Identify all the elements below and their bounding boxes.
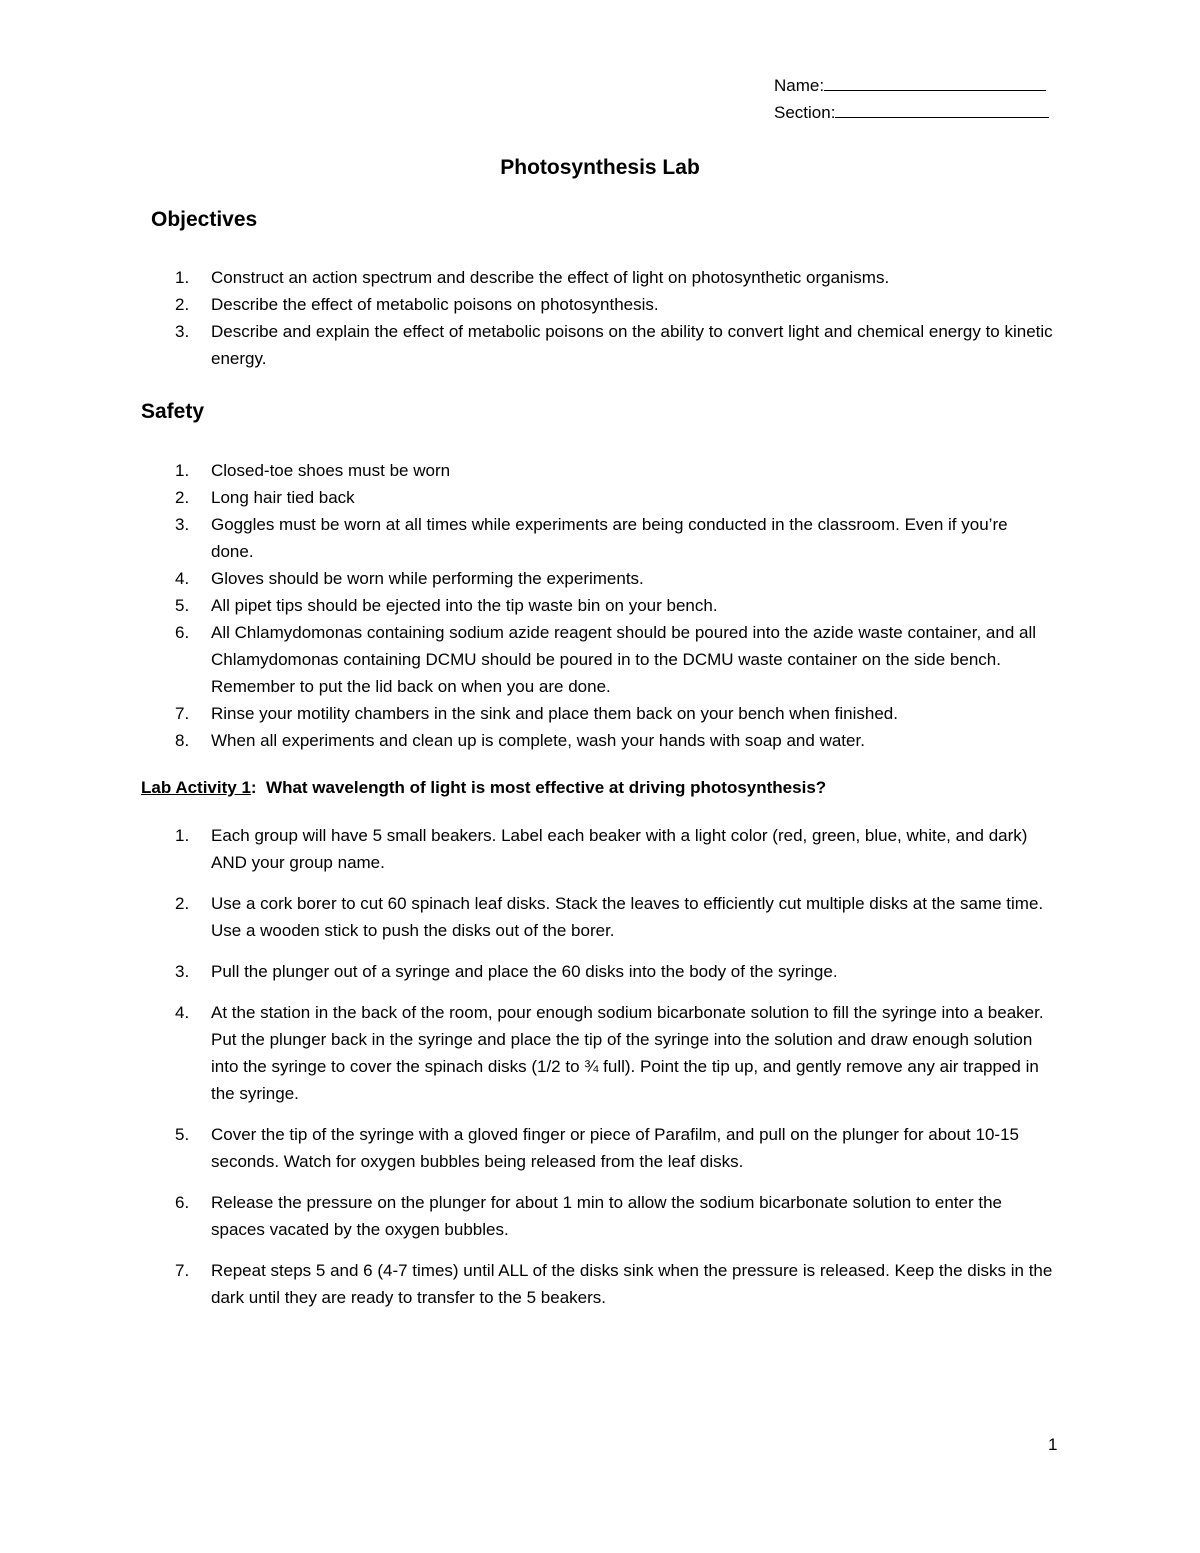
list-item: 2. Describe the effect of metabolic poisons on photosynthesis.	[175, 295, 659, 314]
activity-question: What wavelength of light is most effective at driving photosynthesis?	[266, 778, 827, 797]
list-item: 8. When all experiments and clean up is complete, wash your hands with soap and water.	[175, 731, 865, 750]
section-blank	[835, 101, 1049, 118]
objectives-list	[141, 264, 1061, 372]
list-item: 1. Closed-toe shoes must be worn	[175, 461, 451, 480]
name-field	[774, 74, 1046, 96]
activity-steps	[141, 822, 1056, 1325]
name-blank	[824, 74, 1046, 91]
list-item: 2. Use a cork borer to cut 60 spinach leaf disks. Stack the leaves to efficiently cut multiple disks at the same time. Use a wooden stick to push the disks out of the borer.	[175, 894, 1044, 940]
list-item: 3. Goggles must be worn at all times while experiments are being conducted in the classroom. Even if you’re done.	[175, 515, 1008, 561]
activity-label: Lab Activity 1	[141, 778, 251, 797]
page-title: Photosynthesis Lab	[500, 156, 700, 179]
safety-heading: Safety	[141, 400, 205, 423]
list-item: 1. Construct an action spectrum and describe the effect of light on photosynthetic organisms.	[175, 268, 890, 287]
list-item: 6. All Chlamydomonas containing sodium azide reagent should be poured into the azide waste container, and all Chlamydomonas containing DCMU should be poured in to the DCMU waste container on the side bench. Remember to put the lid back on when you are done.	[175, 623, 1037, 696]
list-item: 1. Each group will have 5 small beakers. Label each beaker with a light color (red, green, blue, white, and dark) AND your group name.	[175, 826, 1028, 872]
list-item: 7. Rinse your motility chambers in the sink and place them back on your bench when finished.	[175, 704, 898, 723]
list-item: 3. Describe and explain the effect of metabolic poisons on the ability to convert light and chemical energy to kinetic energy.	[175, 322, 1053, 368]
list-item: 5. Cover the tip of the syringe with a gloved finger or piece of Parafilm, and pull on the plunger for about 10-15 seconds. Watch for oxygen bubbles being released from the leaf disks.	[175, 1125, 1019, 1171]
list-item: 7. Repeat steps 5 and 6 (4-7 times) until ALL of the disks sink when the pressure is released. Keep the disks in the dark until they are ready to transfer to the 5 beakers.	[175, 1261, 1053, 1307]
list-item: 4. At the station in the back of the room, pour enough sodium bicarbonate solution to fill the syringe into a beaker. Put the plunger back in the syringe and place the tip of the syringe into the solution and draw enough solution into the syringe to cover the spinach disks (1/2 to ¾ full). Point the tip up, and gently remove any air trapped in the syringe.	[175, 1003, 1044, 1103]
name-label: Name:	[774, 76, 825, 95]
page-number: 1	[1048, 1435, 1058, 1454]
section-field	[774, 101, 1049, 123]
list-item: 3. Pull the plunger out of a syringe and place the 60 disks into the body of the syringe.	[175, 962, 838, 981]
objectives-heading: Objectives	[151, 208, 258, 231]
section-label: Section:	[774, 103, 836, 122]
list-item: 6. Release the pressure on the plunger for about 1 min to allow the sodium bicarbonate solution to enter the spaces vacated by the oxygen bubbles.	[175, 1193, 1002, 1239]
list-item: 5. All pipet tips should be ejected into the tip waste bin on your bench.	[175, 596, 718, 615]
list-item: 4. Gloves should be worn while performing the experiments.	[175, 569, 644, 588]
list-item: 2. Long hair tied back	[175, 488, 355, 507]
activity-heading: Lab Activity 1: What wavelength of light is most effective at driving photosynthesis?	[141, 778, 827, 797]
safety-list	[141, 457, 1051, 754]
